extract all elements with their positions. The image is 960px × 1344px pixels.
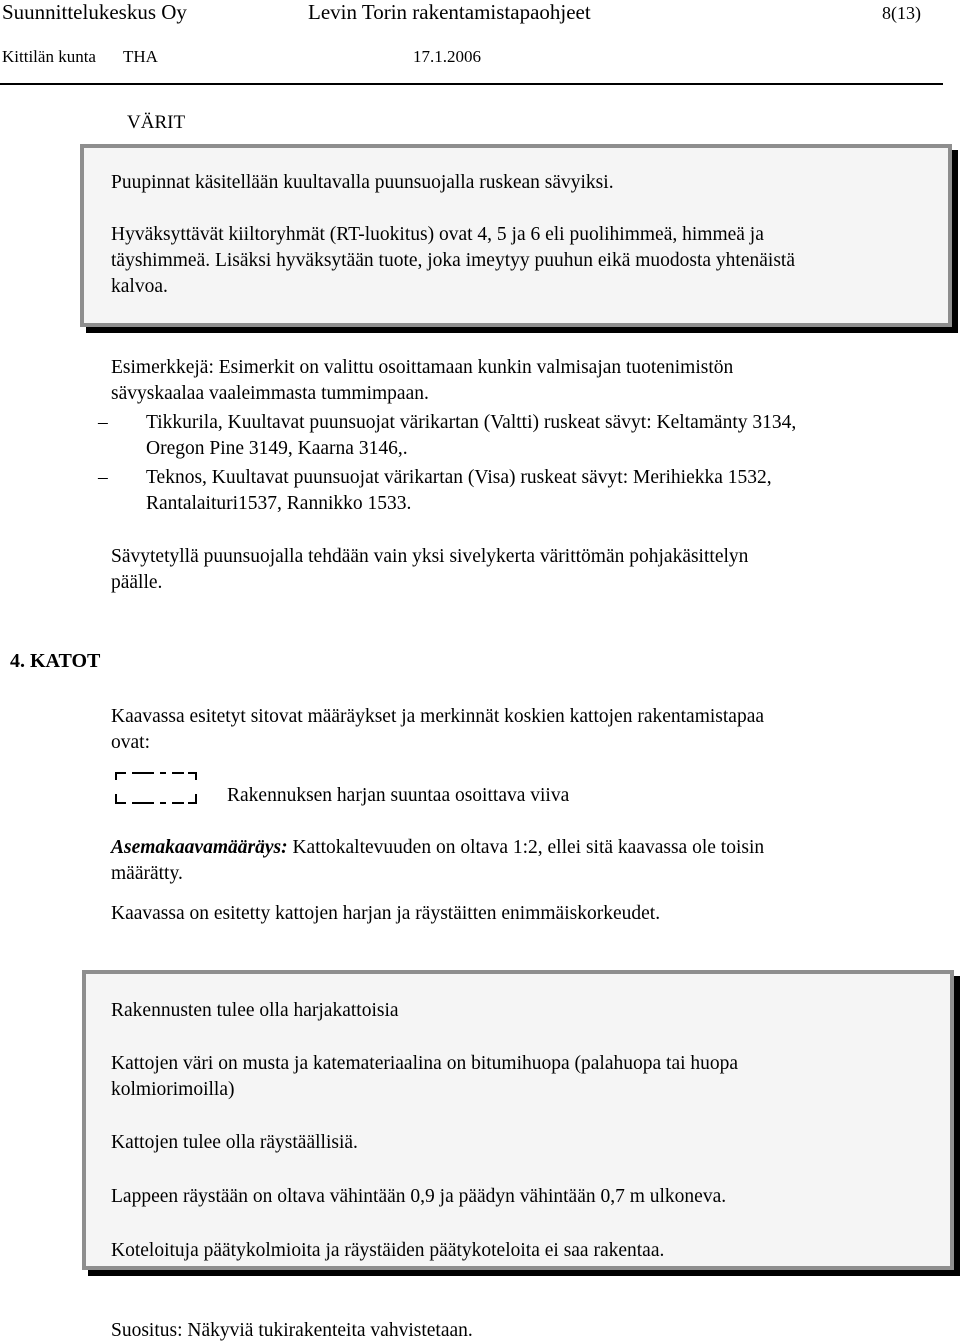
header-doc-title: Levin Torin rakentamistapaohjeet [308, 0, 591, 24]
bullet-dash: – [98, 467, 108, 488]
colors-box-paragraph: täyshimmeä. Lisäksi hyväksytään tuote, joka imeytyy puuhun eikä muodosta yhtenäistä [111, 250, 795, 271]
regulation-text: määrätty. [111, 863, 183, 884]
roofs-requirements-box [82, 970, 954, 1270]
height-note: Kaavassa on esitetty kattojen harjan ja räystäitten enimmäiskorkeudet. [111, 903, 661, 924]
regulation-label: Asemakaavamääräys: [111, 837, 288, 858]
bullet-item-tikkurila: Oregon Pine 3149, Kaarna 3146,. [146, 438, 408, 459]
regulation-text [111, 835, 764, 861]
tinted-note: Sävytetyllä puunsuojalla tehdään vain yksi sivelykerta värittömän pohjakäsittelyn [111, 546, 749, 567]
bullet-dash: – [98, 412, 108, 433]
header-company: Suunnittelukeskus Oy [2, 0, 187, 24]
roofs-box-paragraph: Koteloituja päätykolmioita ja räystäiden päätykoteloita ei saa rakentaa. [111, 1240, 665, 1261]
colors-box-paragraph: kalvoa. [111, 276, 168, 297]
bullet-item-tikkurila: Tikkurila, Kuultavat puunsuojat värikartan (Valtti) ruskeat sävyt: Keltamänty 3134, [146, 412, 797, 433]
regulation-body: Kattokaltevuuden on oltava 1:2, ellei sitä kaavassa ole toisin [292, 837, 765, 858]
roofs-box-paragraph: Kattojen tulee olla räystäällisiä. [111, 1132, 358, 1153]
header-date: 17.1.2006 [413, 47, 481, 66]
colors-box-paragraph: Puupinnat käsitellään kuultavalla puunsuojalla ruskean sävyiksi. [111, 172, 614, 193]
header-divider [0, 83, 943, 85]
roofs-box-paragraph: Lappeen räystään on oltava vähintään 0,9 ja päädyn vähintään 0,7 m ulkoneva. [111, 1186, 727, 1207]
legend-label: Rakennuksen harjan suuntaa osoittava viiva [227, 785, 570, 806]
tinted-note: päälle. [111, 572, 163, 593]
section-title-colors: VÄRIT [127, 112, 186, 133]
roofs-intro: Kaavassa esitetyt sitovat määräykset ja merkinnät koskien kattojen rakentamistapaa [111, 706, 765, 727]
section-title-roofs: 4. KATOT [10, 650, 101, 672]
colors-requirements-box [80, 144, 952, 327]
header-municipality: Kittilän kunta [2, 47, 96, 66]
bullet-item-teknos: Rantalaituri1537, Rannikko 1533. [146, 493, 412, 514]
roofs-box-paragraph: Kattojen väri on musta ja katemateriaalina on bitumihuopa (palahuopa tai huopa [111, 1053, 739, 1074]
roofs-box-paragraph: Rakennusten tulee olla harjakattoisia [111, 1000, 399, 1021]
examples-text: sävyskaalaa vaaleimmasta tummimpaan. [111, 383, 429, 404]
header-department: THA [123, 47, 158, 66]
colors-box-paragraph: Hyväksyttävät kiiltoryhmät (RT-luokitus) ovat 4, 5 ja 6 eli puolihimmeä, himmeä ja [111, 224, 764, 245]
roofs-intro: ovat: [111, 732, 150, 753]
header-page-number: 8(13) [882, 3, 921, 23]
bullet-item-teknos: Teknos, Kuultavat puunsuojat värikartan (Visa) ruskeat sävyt: Merihiekka 1532, [146, 467, 772, 488]
roofs-box-paragraph: kolmiorimoilla) [111, 1079, 235, 1100]
ridge-direction-symbol [114, 770, 192, 800]
recommendation: Suositus: Näkyviä tukirakenteita vahvistetaan. [111, 1320, 473, 1341]
examples-text: Esimerkkejä: Esimerkit on valittu osoittamaan kunkin valmisajan tuotenimistön [111, 357, 734, 378]
